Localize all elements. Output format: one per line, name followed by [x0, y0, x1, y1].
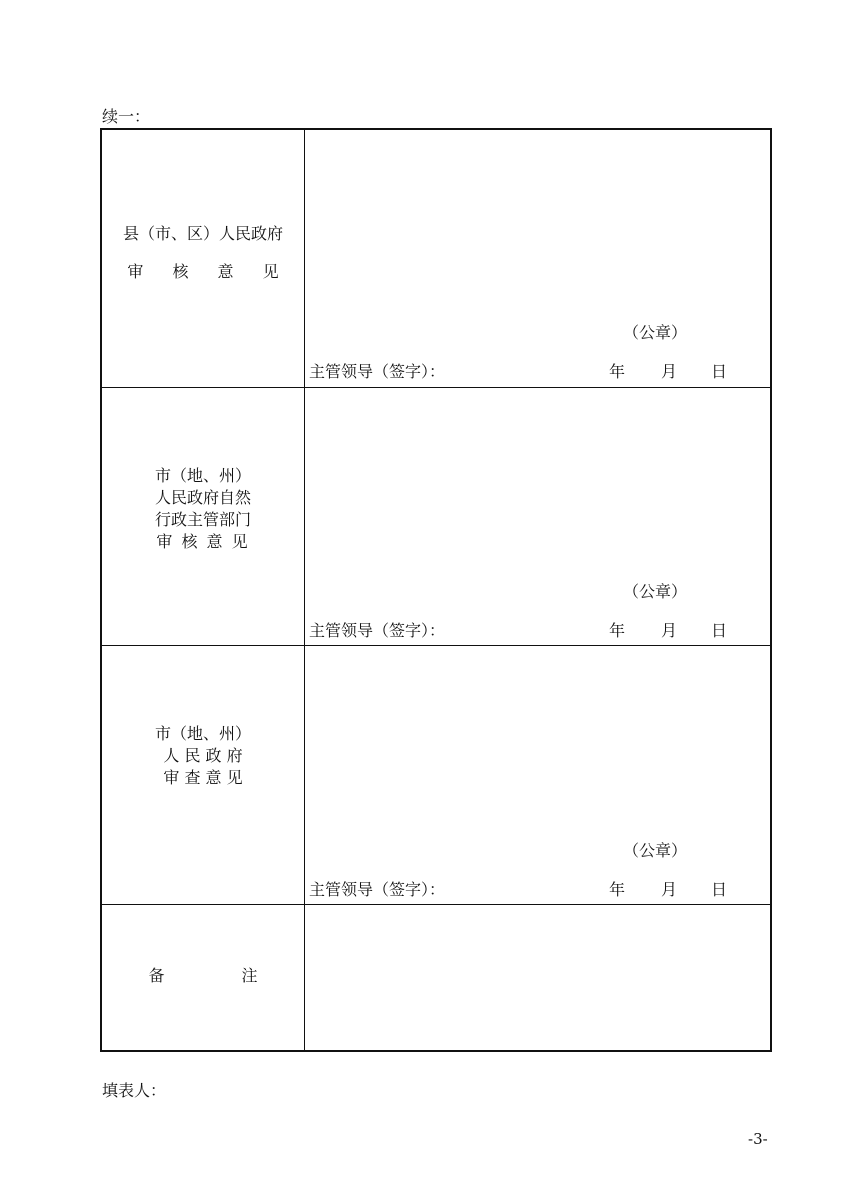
leader-signature-label: 主管领导（签字）： — [309, 621, 446, 640]
row-label-line: 县（市、区）人民政府 — [122, 223, 283, 243]
row-label-line: 市（地、州） — [154, 724, 251, 743]
month-label: 月 — [661, 362, 678, 381]
table-row-city-resources-review — [102, 388, 770, 646]
row-label-line: 行政主管部门 — [154, 509, 251, 529]
county-review-opinion-field[interactable] — [305, 130, 770, 387]
row-label-line: 市（地、州） — [154, 465, 251, 485]
city-government-review-opinion-field[interactable] — [305, 646, 770, 904]
day-label: 日 — [711, 880, 728, 899]
leader-signature-label: 主管领导（签字）： — [309, 880, 446, 899]
county-review-label-cell — [102, 130, 305, 387]
official-seal-label: （公章） — [623, 841, 688, 860]
row-label-line: 审 查 意 见 — [163, 768, 243, 787]
row-label-line: 人 民 政 府 — [163, 746, 243, 765]
day-label: 日 — [711, 621, 728, 640]
remarks-label-cell — [102, 905, 305, 1050]
row-label-line: 人民政府自然 — [154, 487, 251, 507]
day-label: 日 — [711, 362, 728, 381]
city-resources-review-opinion-field[interactable] — [305, 388, 770, 645]
month-label: 月 — [661, 621, 678, 640]
continuation-label: 续一： — [102, 107, 151, 126]
remarks-label: 备 注 — [148, 965, 294, 985]
official-seal-label: （公章） — [623, 582, 688, 601]
row-label-line: 审 核 意 见 — [156, 531, 250, 551]
year-label: 年 — [609, 880, 626, 899]
table-row-county-review — [102, 130, 770, 388]
approval-form-table — [100, 128, 772, 1052]
year-label: 年 — [609, 621, 626, 640]
page-number: -3- — [748, 1130, 768, 1148]
remarks-field[interactable] — [305, 905, 770, 1050]
leader-signature-label: 主管领导（签字）： — [309, 362, 446, 381]
year-label: 年 — [609, 362, 626, 381]
form-filler-label: 填表人： — [102, 1081, 167, 1100]
city-government-review-label-cell — [102, 646, 305, 904]
official-seal-label: （公章） — [623, 323, 688, 342]
table-row-city-government-review — [102, 646, 770, 905]
city-resources-review-label-cell — [102, 388, 305, 645]
row-label-line: 审 核 意 见 — [127, 261, 291, 281]
month-label: 月 — [661, 880, 678, 899]
table-row-remarks — [102, 905, 770, 1050]
